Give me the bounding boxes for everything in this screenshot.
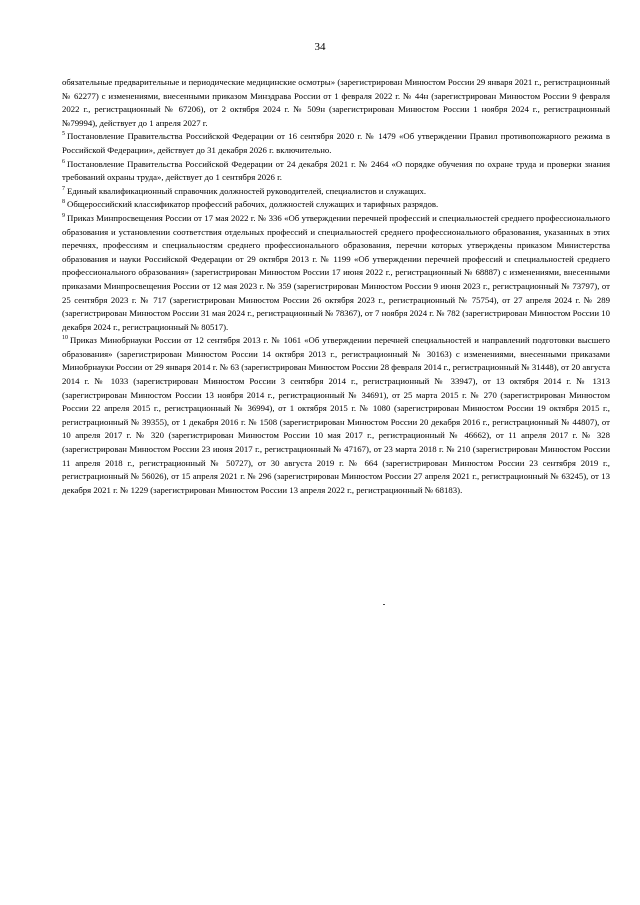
- footnote-text: Единый квалификационный справочник должностей руководителей, специалистов и служащих.: [67, 185, 427, 196]
- footnote-text: Постановление Правительства Российской Федерации от 24 декабря 2021 г. № 2464 «О порядке обучения по охране труда и проверки знания требований охраны труда», действует до 1 сентября 2026 г.: [62, 158, 610, 183]
- footnote-7: [62, 185, 610, 199]
- scan-speck: [383, 604, 385, 605]
- footnote-marker: 10: [62, 335, 68, 342]
- footnote-text: Общероссийский классификатор профессий рабочих, должностей служащих и тарифных разрядов.: [67, 199, 439, 210]
- footnote-text: Постановление Правительства Российской Федерации от 16 сентября 2020 г. № 1479 «Об утверждении Правил противопожарного режима в Российской Федерации», действует до 31 декабря 2026 г. включительно.: [62, 131, 610, 155]
- footnote-marker: 8: [62, 199, 65, 206]
- page-number: 34: [314, 41, 326, 53]
- footnote-marker: 7: [62, 185, 65, 192]
- footnote-marker: 9: [62, 213, 65, 220]
- footnote-8: [62, 198, 610, 212]
- footnote-10: [62, 334, 610, 497]
- footnote-marker: 5: [62, 131, 65, 138]
- footnote-marker: 6: [62, 158, 65, 165]
- footnote-text: Приказ Минпросвещения России от 17 мая 2022 г. № 336 «Об утверждении перечней профессий и специальностей среднего профессионального образования и установлении соответствия отдельных профессий и специальностей среднего профессионального образования, указанных в этих перечнях, профессиям и специальностям среднего профессионального образования, перечни которых утверждены приказом Министерства образования и науки Российской Федерации от 29 октября 2013 г. № 1199 «Об утверждении перечней профессий и специальностей среднего профессионального образования» (зарегистрирован Минюстом России 17 июня 2022 г., регистрационный № 68887) с изменениями, внесенными приказами Минпросвещения России от 12 мая 2023 г. № 359 (зарегистрирован Минюстом России 9 июня 2023 г., регистрационный № 73797), от 25 сентября 2023 г. № 717 (зарегистрирован Минюстом России 26 октября 2023 г., регистрационный № 75754), от 27 апреля 2024 г. № 289 (зарегистрирован Минюстом России 31 мая 2024 г., регистрационный № 78367), от 7 ноября 2024 г. № 782 (зарегистрирован Минюстом России 10 декабря 2024 г., регистрационный № 80517).: [62, 212, 610, 332]
- footnote-text: обязательные предварительные и периодические медицинские осмотры» (зарегистрирован Минюстом России 29 января 2021 г., регистрационный № 62277) с изменениями, внесенными приказом Минздрава России от 1 февраля 2022 г. № 44н (зарегистрирован Минюстом России 9 февраля 2022 г., регистрационный № 67206), от 2 октября 2024 г. № 509н (зарегистрирован Минюстом России 1 ноября 2024 г., регистрационный №79994), действует до 1 апреля 2027 г.: [62, 77, 610, 128]
- footnotes: [62, 76, 610, 497]
- footnote-continuation: [62, 76, 610, 130]
- footnote-5: [62, 130, 610, 157]
- footnote-6: [62, 158, 610, 185]
- footnote-text: Приказ Минобрнауки России от 12 сентября 2013 г. № 1061 «Об утверждении перечней специальностей и направлений подготовки высшего образования» (зарегистрирован Минюстом России 14 октября 2013 г., регистрационный № 30163) с изменениями, внесенными приказами Минобрнауки России от 29 января 2014 г. № 63 (зарегистрирован Минюстом России 28 февраля 2014 г., регистрационный № 31448), от 20 августа 2014 г. № 1033 (зарегистрирован Минюстом России 3 сентября 2014 г., регистрационный № 33947), от 13 октября 2014 г. № 1313 (зарегистрирован Минюстом России 13 ноября 2014 г., регистрационный № 34691), от 25 марта 2015 г. № 270 (зарегистрирован Минюстом России 22 апреля 2015 г., регистрационный № 36994), от 1 октября 2015 г. № 1080 (зарегистрирован Минюстом России 19 октября 2015 г., регистрационный № 39355), от 1 декабря 2016 г. № 1508 (зарегистрирован Минюстом России 20 декабря 2016 г., регистрационный № 44807), от 10 апреля 2017 г. № 320 (зарегистрирован Минюстом России 10 мая 2017 г., регистрационный № 46662), от 11 апреля 2017 г. № 328 (зарегистрирован Минюстом России 23 июня 2017 г., регистрационный № 47167), от 23 марта 2018 г. № 210 (зарегистрирован Минюстом России 11 апреля 2018 г., регистрационный № 50727), от 30 августа 2019 г. № 664 (зарегистрирован Минюстом России 23 сентября 2019 г., регистрационный № 56026), от 15 апреля 2021 г. № 296 (зарегистрирован Минюстом России 27 апреля 2021 г., регистрационный № 63245), от 13 декабря 2021 г. № 1229 (зарегистрирован Минюстом России 13 апреля 2022 г., регистрационный № 68183).: [62, 335, 610, 495]
- footnote-9: [62, 212, 610, 334]
